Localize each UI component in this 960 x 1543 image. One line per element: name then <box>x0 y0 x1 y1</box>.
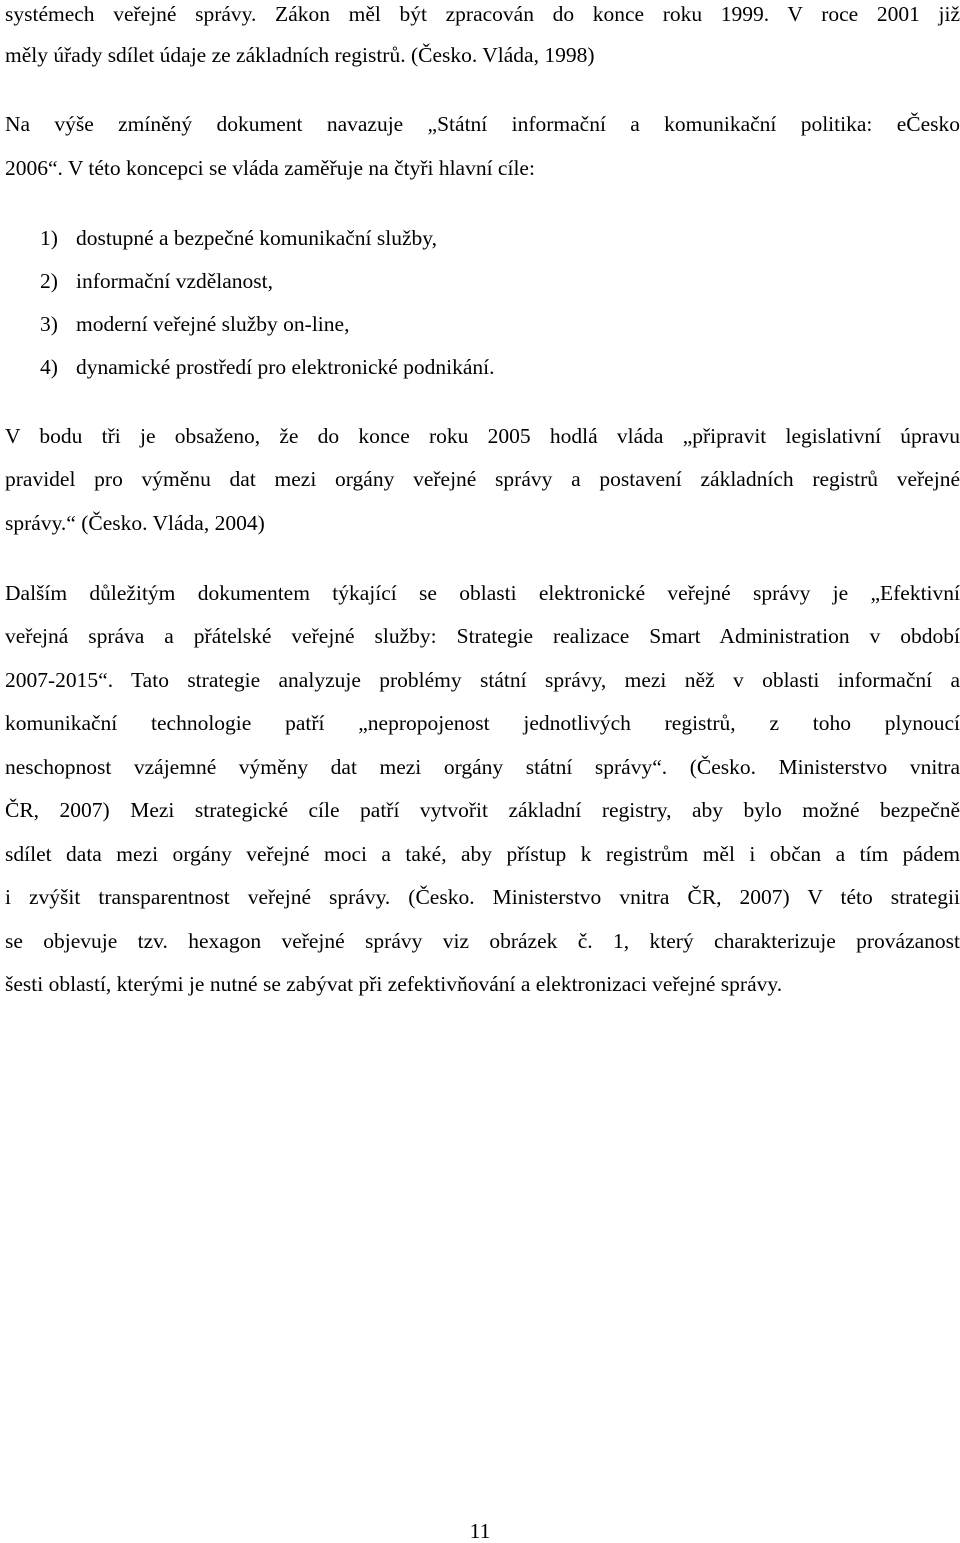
list-item-number: 3) <box>40 312 58 336</box>
list-item <box>40 271 273 293</box>
text-line: sdílet data mezi orgány veřejné moci a také, aby přístup k registrům měl i občan a tím pádem <box>5 842 960 866</box>
text-line: systémech veřejné správy. Zákon měl být zpracován do konce roku 1999. V roce 2001 již <box>5 2 960 26</box>
text-line: veřejná správa a přátelské veřejné služby: Strategie realizace Smart Administration v období <box>5 624 960 648</box>
text-line: se objevuje tzv. hexagon veřejné správy viz obrázek č. 1, který charakterizuje provázanost <box>5 929 960 953</box>
text-line: neschopnost vzájemné výměny dat mezi orgány státní správy“. (Česko. Ministerstvo vnitra <box>5 755 960 779</box>
list-item <box>40 228 437 250</box>
page-number: 11 <box>469 1519 491 1543</box>
list-item-text: informační vzdělanost, <box>76 269 274 293</box>
text-line: Dalším důležitým dokumentem týkající se oblasti elektronické veřejné správy je „Efektivní <box>5 581 960 605</box>
list-item-number: 4) <box>40 355 58 379</box>
text-line: pravidel pro výměnu dat mezi orgány veřejné správy a postavení základních registrů veřejné <box>5 467 960 491</box>
text-line: šesti oblastí, kterými je nutné se zabývat při zefektivňování a elektronizaci veřejné správy. <box>5 972 783 996</box>
text-line: 2006“. V této koncepci se vláda zaměřuje na čtyři hlavní cíle: <box>5 156 535 180</box>
text-line: i zvýšit transparentnost veřejné správy. (Česko. Ministerstvo vnitra ČR, 2007) V této strategii <box>5 885 960 909</box>
text-line: správy.“ (Česko. Vláda, 2004) <box>5 511 265 535</box>
list-item-text: dynamické prostředí pro elektronické podnikání. <box>76 355 495 379</box>
text-line: Na výše zmíněný dokument navazuje „Státní informační a komunikační politika: eČesko <box>5 112 960 136</box>
text-line: 2007-2015“. Tato strategie analyzuje problémy státní správy, mezi něž v oblasti informační a <box>5 668 960 692</box>
list-item-number: 2) <box>40 269 58 293</box>
list-item <box>40 314 349 336</box>
text-line: ČR, 2007) Mezi strategické cíle patří vytvořit základní registry, aby bylo možné bezpečně <box>5 798 960 822</box>
list-item-text: dostupné a bezpečné komunikační služby, <box>76 226 438 250</box>
list-item-number: 1) <box>40 226 58 250</box>
list-item <box>40 357 495 379</box>
text-line: V bodu tři je obsaženo, že do konce roku 2005 hodlá vláda „připravit legislativní úpravu <box>5 424 960 448</box>
text-line: komunikační technologie patří „nepropojenost jednotlivých registrů, z toho plynoucí <box>5 711 960 735</box>
list-item-text: moderní veřejné služby on-line, <box>76 312 350 336</box>
text-line: měly úřady sdílet údaje ze základních registrů. (Česko. Vláda, 1998) <box>5 43 595 67</box>
